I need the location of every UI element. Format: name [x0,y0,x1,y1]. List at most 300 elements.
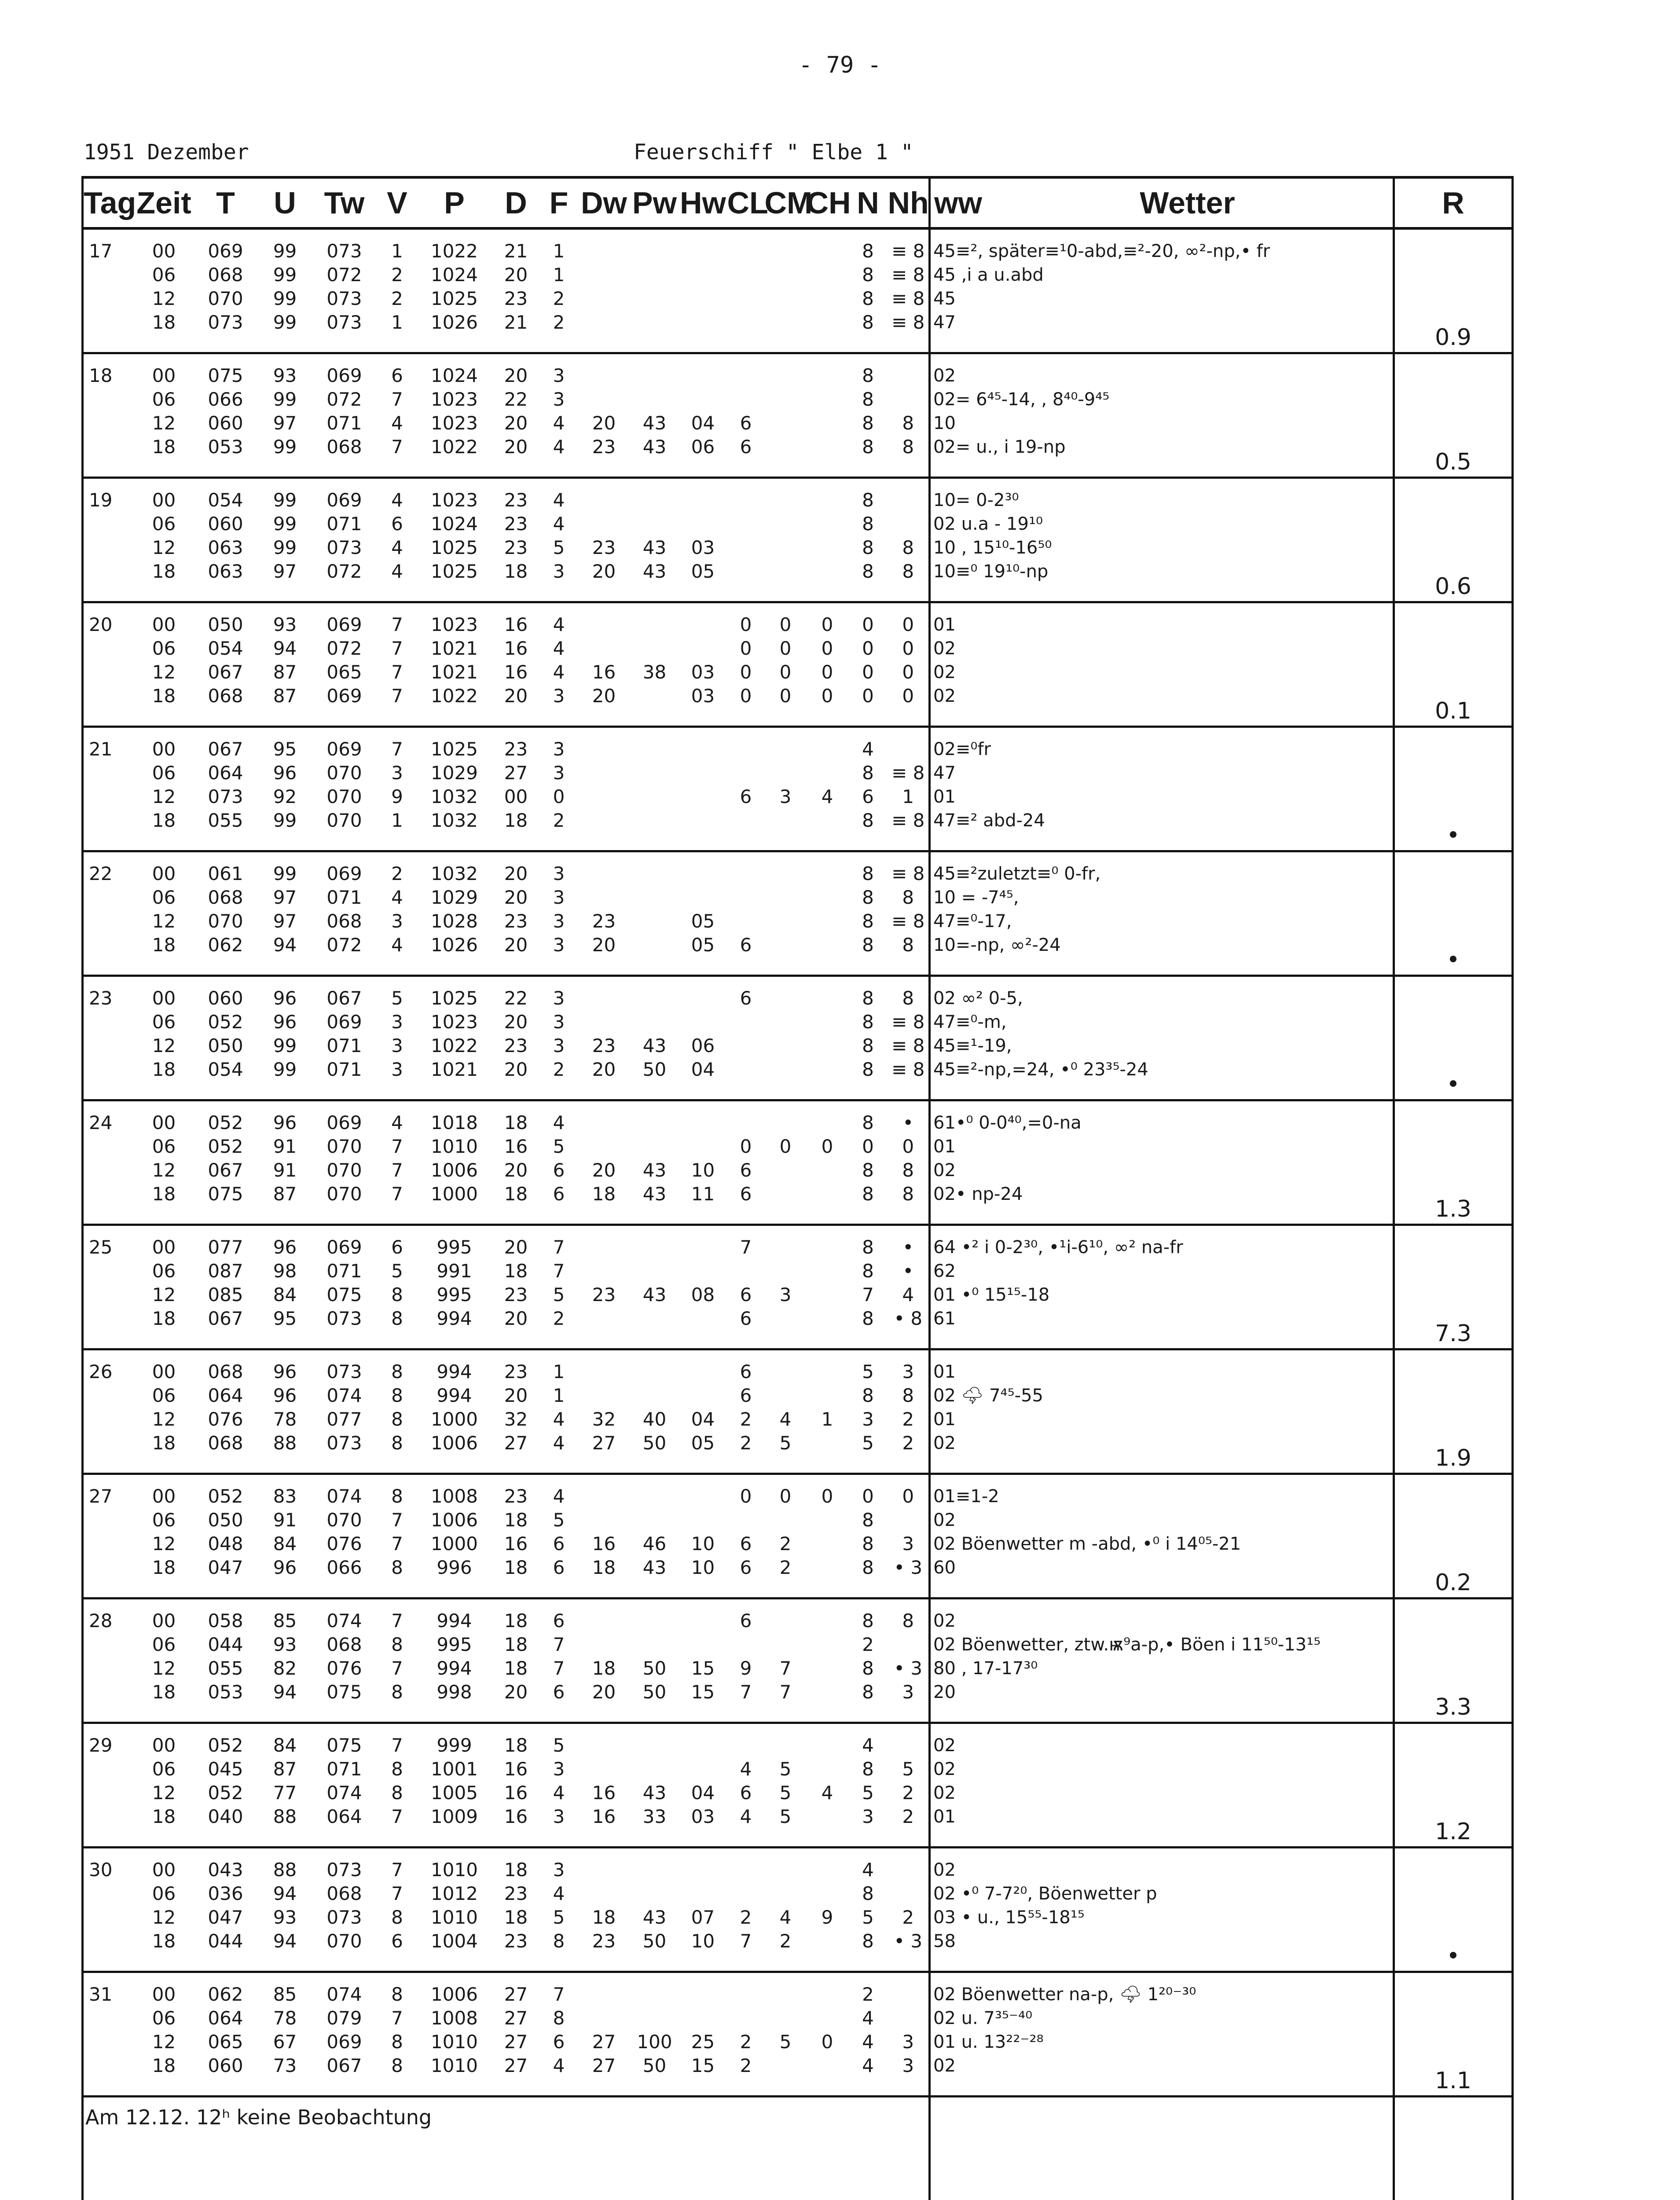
table-row [83,1010,1513,1034]
cell-cm [765,263,807,287]
cell-t: 054 [193,478,259,513]
cell-wetter: 45≡², später≡¹0-abd,≡²-20, ∞²-np,• fr [930,228,1394,263]
cell-dw [578,976,631,1011]
cell-pw: 43 [642,1035,667,1056]
cell-f: 5 [540,1723,578,1758]
cell-pw: 50 [642,2055,667,2076]
cell-nh [888,388,930,411]
cell-t: 045 [208,1758,243,1780]
cell-hw [679,353,727,388]
cell-pw [631,1599,679,1633]
cell-d: 18 [504,1557,528,1578]
cell-pw [631,353,679,388]
cell-nh: ≡ 8 [891,810,925,831]
cell-t: 067 [208,1308,243,1329]
cell-pw [631,263,679,287]
cell-f: 3 [553,910,565,932]
cell-nh: 2 [902,1782,914,1804]
cell-n: 8 [862,1681,874,1703]
cell-zeit: 00 [136,851,193,886]
cell-wetter: 02 •⁰ 7-7²⁰, Böenwetter p [930,1882,1394,1906]
cell-ch [807,1532,848,1556]
cell-zeit: 06 [152,762,176,784]
cell-u: 87 [273,1183,297,1205]
cell-ch [807,1680,848,1723]
cell-tag: 28 [83,1599,136,1633]
cell-wetter: 10= 0-2³⁰ [930,478,1394,513]
cell-tag [83,1781,136,1805]
cell-ch [807,353,848,388]
cell-u: 99 [259,478,312,513]
cell-n: 8 [862,1308,874,1329]
cell-f: 3 [540,353,578,388]
cell-t: 073 [208,312,243,333]
cell-p: 1025 [431,561,478,582]
cell-n: 0 [848,602,888,637]
cell-cm [765,478,807,513]
cell-p: 1023 [431,412,478,434]
table-row [83,1757,1513,1781]
cell-wetter: 01 u. 13²²⁻²⁸ [930,2030,1394,2054]
cell-ch [807,1431,848,1474]
cell-v: 7 [378,1848,417,1882]
cell-wetter: 01 [930,1805,1394,1848]
cell-n: 8 [848,976,888,1011]
cell-dw [578,287,631,311]
cell-zeit: 06 [152,513,176,535]
table-row [83,1259,1513,1283]
cell-nh: ≡ 8 [891,1035,925,1056]
cell-f: 6 [540,1599,578,1633]
cell-hw [679,263,727,287]
cell-d: 18 [492,1100,540,1135]
cell-tw: 071 [326,887,362,908]
cell-nh [888,1723,930,1758]
table-row [83,637,1513,660]
cell-pw [631,886,679,909]
cell-cl [727,287,765,311]
cell-pw [631,1349,679,1384]
cell-r: • [1394,976,1513,1100]
cell-n: 4 [862,2055,874,2076]
cell-d: 16 [504,661,528,683]
cell-d: 18 [492,1723,540,1758]
cell-t: 050 [208,1035,243,1056]
cell-d: 23 [504,1930,528,1952]
cell-tag [83,560,136,602]
cell-d: 16 [504,1782,528,1804]
cell-tw: 074 [312,1972,378,2007]
table-body [83,228,1513,2200]
cell-t: 040 [208,1806,243,1827]
cell-dw [578,512,631,536]
cell-pw [631,287,679,311]
cell-p: 1032 [431,786,478,807]
cell-p: 1008 [431,2007,478,2029]
cell-wetter: 58 [930,1929,1394,1972]
cell-pw: 43 [642,1183,667,1205]
cell-hw [679,761,727,785]
cell-v: 3 [391,910,403,932]
cell-t: 060 [208,2055,243,2076]
cell-r: 1.3 [1394,1100,1513,1225]
cell-n: 3 [862,1806,874,1827]
cell-f: 6 [553,1159,565,1181]
cell-cl [727,228,765,263]
cell-u: 96 [273,1557,297,1578]
cell-tag [83,1532,136,1556]
cell-wetter: 01 [930,1135,1394,1159]
cell-zeit: 06 [152,1758,176,1780]
cell-zeit: 18 [152,934,176,956]
cell-t: 075 [193,353,259,388]
cell-f: 3 [553,389,565,410]
cell-pw [631,1848,679,1882]
cell-n: 8 [848,851,888,886]
cell-cm: 4 [779,1907,792,1928]
cell-nh: 8 [902,412,914,434]
cell-p: 1000 [431,1183,478,1205]
cell-tag: 21 [83,727,136,762]
table-row [83,727,1513,762]
cell-hw [679,1225,727,1260]
table-header [83,177,1513,228]
cell-hw: 03 [691,685,715,707]
cell-u: 94 [273,934,297,956]
cell-d: 20 [504,887,528,908]
cell-f: 2 [553,288,565,309]
cell-ch [807,560,848,602]
cell-zeit: 18 [152,810,176,831]
cell-cm [765,228,807,263]
cell-hw: 10 [691,1557,715,1578]
cell-ch [807,287,848,311]
cell-cl [727,1848,765,1882]
cell-cm: 2 [779,1533,792,1555]
cell-d: 27 [504,2055,528,2076]
cell-t: 060 [208,412,243,434]
cell-tag: 20 [83,602,136,637]
cell-pw [631,761,679,785]
table-row [83,1929,1513,1972]
cell-n: 6 [862,786,874,807]
cell-d: 20 [504,436,528,458]
cell-t: 073 [208,786,243,807]
cell-dw: 20 [592,934,616,956]
cell-zeit: 06 [152,1136,176,1157]
cell-tw: 073 [326,1308,362,1329]
cell-dw [578,761,631,785]
cell-p: 1010 [431,2031,478,2053]
cell-ch [807,263,848,287]
cell-tag [83,1259,136,1283]
cell-dw [578,1100,631,1135]
cell-hw [679,851,727,886]
cell-nh: ≡ 8 [888,228,930,263]
cell-p: 1023 [431,1011,478,1033]
cell-cl [727,1259,765,1283]
cell-hw: 11 [691,1183,715,1205]
cell-n: 0 [862,685,874,707]
cell-tw: 069 [312,602,378,637]
cell-tw: 069 [312,478,378,513]
cell-zeit: 18 [152,1308,176,1329]
cell-hw [679,388,727,411]
cell-v: 7 [378,1723,417,1758]
cell-nh [888,1882,930,1906]
cell-n: 8 [862,1557,874,1578]
cell-d: 23 [504,513,528,535]
cell-t: 055 [208,810,243,831]
cell-tw: 072 [326,389,362,410]
cell-u: 95 [259,727,312,762]
cell-v: 2 [391,264,403,286]
cell-tag [83,761,136,785]
cell-d: 18 [504,1657,528,1679]
cell-v: 5 [378,976,417,1011]
cell-tag [83,1283,136,1307]
cell-tw: 070 [326,1509,362,1531]
cell-t: 052 [193,1723,259,1758]
cell-nh [888,353,930,388]
cell-u: 87 [273,1758,297,1780]
cell-dw: 16 [592,1806,616,1827]
cell-hw: 04 [691,1059,715,1080]
cell-u: 96 [273,762,297,784]
cell-n: 8 [862,288,874,309]
cell-t: 075 [208,1183,243,1205]
cell-t: 085 [208,1284,243,1305]
cell-cl: 6 [740,1183,752,1205]
cell-zeit: 00 [136,353,193,388]
cell-t: 048 [208,1533,243,1555]
cell-d: 20 [492,851,540,886]
cell-n: 8 [848,478,888,513]
cell-cm: 0 [779,661,792,683]
cell-cm: 5 [779,1432,792,1454]
cell-t: 062 [193,1972,259,2007]
cell-v: 7 [391,1509,403,1531]
cell-hw [679,512,727,536]
cell-p: 1021 [431,661,478,683]
cell-zeit: 00 [136,1599,193,1633]
cell-pw [631,727,679,762]
cell-hw: 04 [691,1408,715,1430]
cell-cl: 2 [740,1408,752,1430]
cell-d: 21 [492,228,540,263]
cell-tw: 069 [326,685,362,707]
cell-t: 053 [208,1681,243,1703]
cell-zeit: 06 [152,1011,176,1033]
cell-u: 96 [273,1385,297,1406]
cell-v: 3 [391,1035,403,1056]
cell-p: 1022 [431,1035,478,1056]
cell-wetter: 47≡² abd-24 [930,809,1394,851]
cell-nh: 0 [902,685,914,707]
cell-v: 6 [378,353,417,388]
table-row [83,411,1513,435]
cell-t: 062 [208,934,243,956]
cell-d: 21 [504,312,528,333]
cell-p: 1024 [417,353,492,388]
cell-pw [631,1882,679,1906]
cell-u: 82 [273,1657,297,1679]
cell-hw [679,2006,727,2030]
cell-pw [631,933,679,976]
cell-p: 995 [417,1225,492,1260]
table-row [83,536,1513,560]
cell-tw: 073 [312,1848,378,1882]
cell-nh: • 3 [894,1657,923,1679]
table-row [83,1349,1513,1384]
cell-hw: 04 [691,412,715,434]
cell-tag [83,1182,136,1225]
cell-wetter: 47 [930,311,1394,353]
cell-p: 1032 [431,810,478,831]
cell-dw [578,1010,631,1034]
cell-dw [578,1633,631,1657]
cell-tag [83,909,136,933]
cell-d: 23 [504,1284,528,1305]
cell-nh [888,2006,930,2030]
cell-n: 0 [848,1474,888,1509]
cell-nh: 0 [902,638,914,659]
cell-n: 8 [862,1035,874,1056]
cell-cm [765,933,807,976]
cell-tag [83,809,136,851]
cell-f: 4 [553,638,565,659]
cell-dw [578,478,631,513]
cell-v: 7 [391,1159,403,1181]
cell-nh [888,512,930,536]
cell-wetter: 64 •² ⅰ 0-2³⁰, •¹ⅰ-6¹⁰, ∞² na-fr [930,1225,1394,1260]
cell-hw [679,809,727,851]
cell-nh: • [902,1260,914,1282]
cell-pw: 50 [642,1059,667,1080]
cell-pw: 43 [642,1782,667,1804]
cell-tag [83,1929,136,1972]
cell-pw: 43 [642,436,667,458]
cell-v: 2 [378,851,417,886]
cell-v: 8 [378,1349,417,1384]
cell-tw: 070 [326,786,362,807]
cell-pw [631,1474,679,1509]
cell-t: 060 [193,976,259,1011]
cell-tw: 079 [326,2007,362,2029]
cell-d: 20 [504,934,528,956]
cell-f: 3 [553,887,565,908]
cell-t: 044 [208,1634,243,1655]
table-row [83,2054,1513,2097]
cell-hw [679,1307,727,1349]
cell-cm [765,388,807,411]
table-row [83,976,1513,1011]
column-header-nh: Nh [888,177,930,228]
cell-cm [765,1848,807,1882]
table-row [83,560,1513,602]
cell-wetter: 10 = -7⁴⁵, [930,886,1394,909]
cell-zeit: 06 [152,1509,176,1531]
cell-ch [807,536,848,560]
cell-pw [631,976,679,1011]
cell-p: 1004 [431,1930,478,1952]
cell-ch [807,933,848,976]
cell-d: 18 [504,1634,528,1655]
cell-wetter: 01 •⁰ 15¹⁵-18 [930,1283,1394,1307]
cell-f: 7 [540,1225,578,1260]
cell-wetter: 02 [930,353,1394,388]
cell-nh: ≡ 8 [891,288,925,309]
cell-tw: 070 [326,1930,362,1952]
cell-tag [83,1159,136,1182]
cell-tag: 25 [83,1225,136,1260]
cell-zeit: 00 [136,1474,193,1509]
cell-dw [578,1474,631,1509]
cell-t: 050 [208,1509,243,1531]
table-row [83,263,1513,287]
cell-t: 068 [208,264,243,286]
cell-d: 18 [492,1599,540,1633]
cell-u: 93 [273,1907,297,1928]
cell-n: 4 [848,1723,888,1758]
cell-nh [888,1633,930,1657]
cell-zeit: 12 [152,412,176,434]
cell-t: 044 [208,1930,243,1952]
cell-ch [807,478,848,513]
cell-pw: 50 [642,1930,667,1952]
cell-n: 8 [862,1183,874,1205]
cell-cl: 6 [740,412,752,434]
cell-ch: 0 [821,638,833,659]
table-row [83,1532,1513,1556]
cell-v: 4 [391,934,403,956]
cell-hw: 05 [691,910,715,932]
table-row [83,353,1513,388]
cell-v: 7 [391,661,403,683]
cell-hw [679,1135,727,1159]
cell-tag [83,1135,136,1159]
table-row [83,435,1513,478]
cell-hw: 08 [691,1284,715,1305]
cell-cm [765,512,807,536]
cell-u: 91 [273,1159,297,1181]
cell-ch [807,1307,848,1349]
cell-d: 27 [504,1432,528,1454]
cell-f: 7 [540,1972,578,2007]
cell-d: 20 [492,353,540,388]
column-header-n: N [848,177,888,228]
cell-zeit: 12 [152,786,176,807]
cell-pw: 43 [642,412,667,434]
cell-tag [83,311,136,353]
cell-tw: 072 [326,934,362,956]
cell-dw: 23 [592,436,616,458]
cell-r: 7.3 [1394,1225,1513,1349]
cell-u: 93 [259,353,312,388]
cell-cl: 0 [727,1474,765,1509]
cell-pw [631,1307,679,1349]
cell-p: 1022 [431,436,478,458]
cell-f: 5 [553,1284,565,1305]
table-row [83,2006,1513,2030]
cell-hw [679,1972,727,2007]
cell-u: 87 [273,685,297,707]
cell-p: 994 [417,1349,492,1384]
cell-wetter: 01 [930,602,1394,637]
cell-t: 077 [193,1225,259,1260]
table-row [83,933,1513,976]
cell-r: 1.1 [1394,1972,1513,2097]
